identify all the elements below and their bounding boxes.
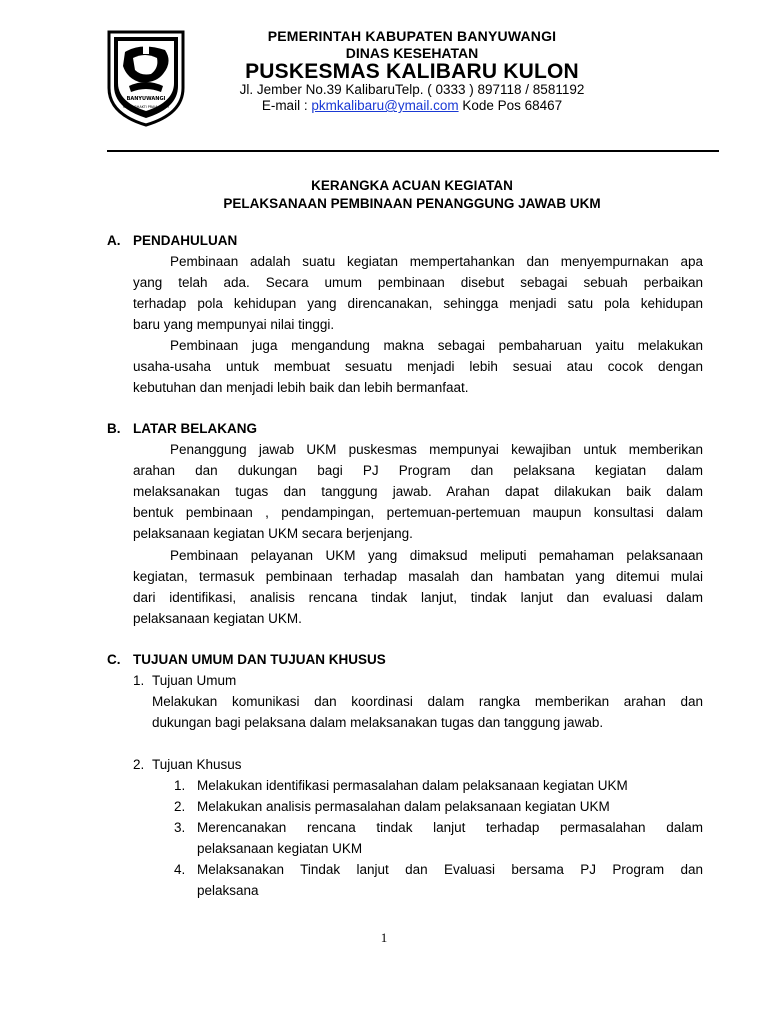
section-b-heading: LATAR BELAKANG [133, 421, 257, 436]
tujuan-khusus-item: Merencanakan rencana tindak lanjut terhadap permasalahan dalam [197, 820, 703, 835]
document-title: KERANGKA ACUAN KEGIATAN [311, 178, 513, 193]
tujuan-umum-line: Melakukan komunikasi dan koordinasi dalam rangka memberikan arahan dan [152, 694, 703, 709]
letterhead-address: Jl. Jember No.39 KalibaruTelp. ( 0333 ) 897118 / 8581192 [239, 82, 585, 97]
tujuan-khusus-item-continued: pelaksanaan kegiatan UKM [197, 841, 363, 856]
email-prefix: E-mail : [261, 98, 312, 113]
letterhead-institution: PUSKESMAS KALIBARU KULON [245, 60, 579, 83]
section-b-line: pelaksanaan kegiatan UKM secara berjenjang. [133, 526, 413, 541]
section-b-line: pelaksanaan kegiatan UKM. [133, 611, 302, 626]
section-c-marker: C. [107, 652, 121, 667]
section-b-marker: B. [107, 421, 121, 436]
tujuan-khusus-item: Melakukan identifikasi permasalahan dalam pelaksanaan kegiatan UKM [197, 778, 628, 793]
letterhead-divider [107, 150, 719, 152]
postal-code: Kode Pos 68467 [458, 98, 563, 113]
section-a-marker: A. [107, 233, 121, 248]
tujuan-khusus-item: Melakukan analisis permasalahan dalam pelaksanaan kegiatan UKM [197, 799, 610, 814]
section-b-line: kegiatan, termasuk pembinaan terhadap masalah dan hambatan yang ditemui mulai [133, 569, 703, 584]
section-a-line: yang telah ada. Secara umum pembinaan disebut sebagai sebuah perbaikan [133, 275, 703, 290]
svg-text:SATYA BHAKTI PRAJA MUKTI: SATYA BHAKTI PRAJA MUKTI [122, 105, 170, 109]
section-b-line: Pembinaan pelayanan UKM yang dimaksud meliputi pemahaman pelaksanaan [170, 548, 703, 563]
tujuan-khusus-marker: 2. [133, 757, 145, 772]
tujuan-khusus-item-continued: pelaksana [197, 883, 259, 898]
letterhead-agency: DINAS KESEHATAN [345, 45, 479, 61]
tujuan-khusus-item-number: 4. [174, 862, 186, 877]
section-a-line: baru yang mempunyai nilai tinggi. [133, 317, 335, 332]
tujuan-khusus-item-number: 1. [174, 778, 186, 793]
section-a-line: usaha-usaha untuk membuat sesuatu menjadi lebih sesuai atau cocok dengan [133, 359, 703, 374]
section-b-line: dari identifikasi, analisis rencana tindak lanjut, tindak lanjut dan evaluasi dalam [133, 590, 703, 605]
tujuan-umum-heading: Tujuan Umum [152, 673, 237, 688]
section-c-heading: TUJUAN UMUM DAN TUJUAN KHUSUS [133, 652, 386, 667]
tujuan-khusus-item-number: 3. [174, 820, 186, 835]
section-b-line: melaksanakan tugas dan tanggung jawab. Arahan dapat dilakukan baik dalam [133, 484, 703, 499]
tujuan-khusus-item-number: 2. [174, 799, 186, 814]
tujuan-khusus-item: Melaksanakan Tindak lanjut dan Evaluasi bersama PJ Program dan [197, 862, 703, 877]
tujuan-khusus-heading: Tujuan Khusus [152, 757, 242, 772]
letterhead-contact [200, 98, 624, 113]
section-b-line: Penanggung jawab UKM puskesmas mempunyai kewajiban untuk memberikan [170, 442, 703, 457]
tujuan-umum-line: dukungan bagi pelaksana dalam melaksanakan tugas dan tanggung jawab. [152, 715, 604, 730]
section-a-line: Pembinaan adalah suatu kegiatan mempertahankan dan menyempurnakan apa [170, 254, 703, 269]
email-link[interactable]: pkmkalibaru@ymail.com [311, 98, 459, 113]
section-a-line: terhadap pola kehidupan yang direncanakan, sehingga menjadi satu pola kehidupan [133, 296, 703, 311]
page-number: 1 [380, 930, 388, 945]
section-b-line: bentuk pembinaan , pendampingan, pertemuan-pertemuan maupun konsultasi dalam [133, 505, 703, 520]
section-a-heading: PENDAHULUAN [133, 233, 238, 248]
regency-emblem-logo [103, 28, 189, 128]
document-subtitle: PELAKSANAAN PEMBINAAN PENANGGUNG JAWAB UKM [223, 196, 601, 211]
section-a-line: kebutuhan dan menjadi lebih baik dan lebih bermanfaat. [133, 380, 469, 395]
svg-text:BANYUWANGI: BANYUWANGI [126, 96, 166, 102]
section-a-line: Pembinaan juga mengandung makna sebagai pembaharuan yaitu melakukan [170, 338, 703, 353]
tujuan-umum-marker: 1. [133, 673, 145, 688]
letterhead-government: PEMERINTAH KABUPATEN BANYUWANGI [267, 28, 557, 44]
section-b-line: arahan dan dukungan bagi PJ Program dan pelaksana kegiatan dalam [133, 463, 703, 478]
